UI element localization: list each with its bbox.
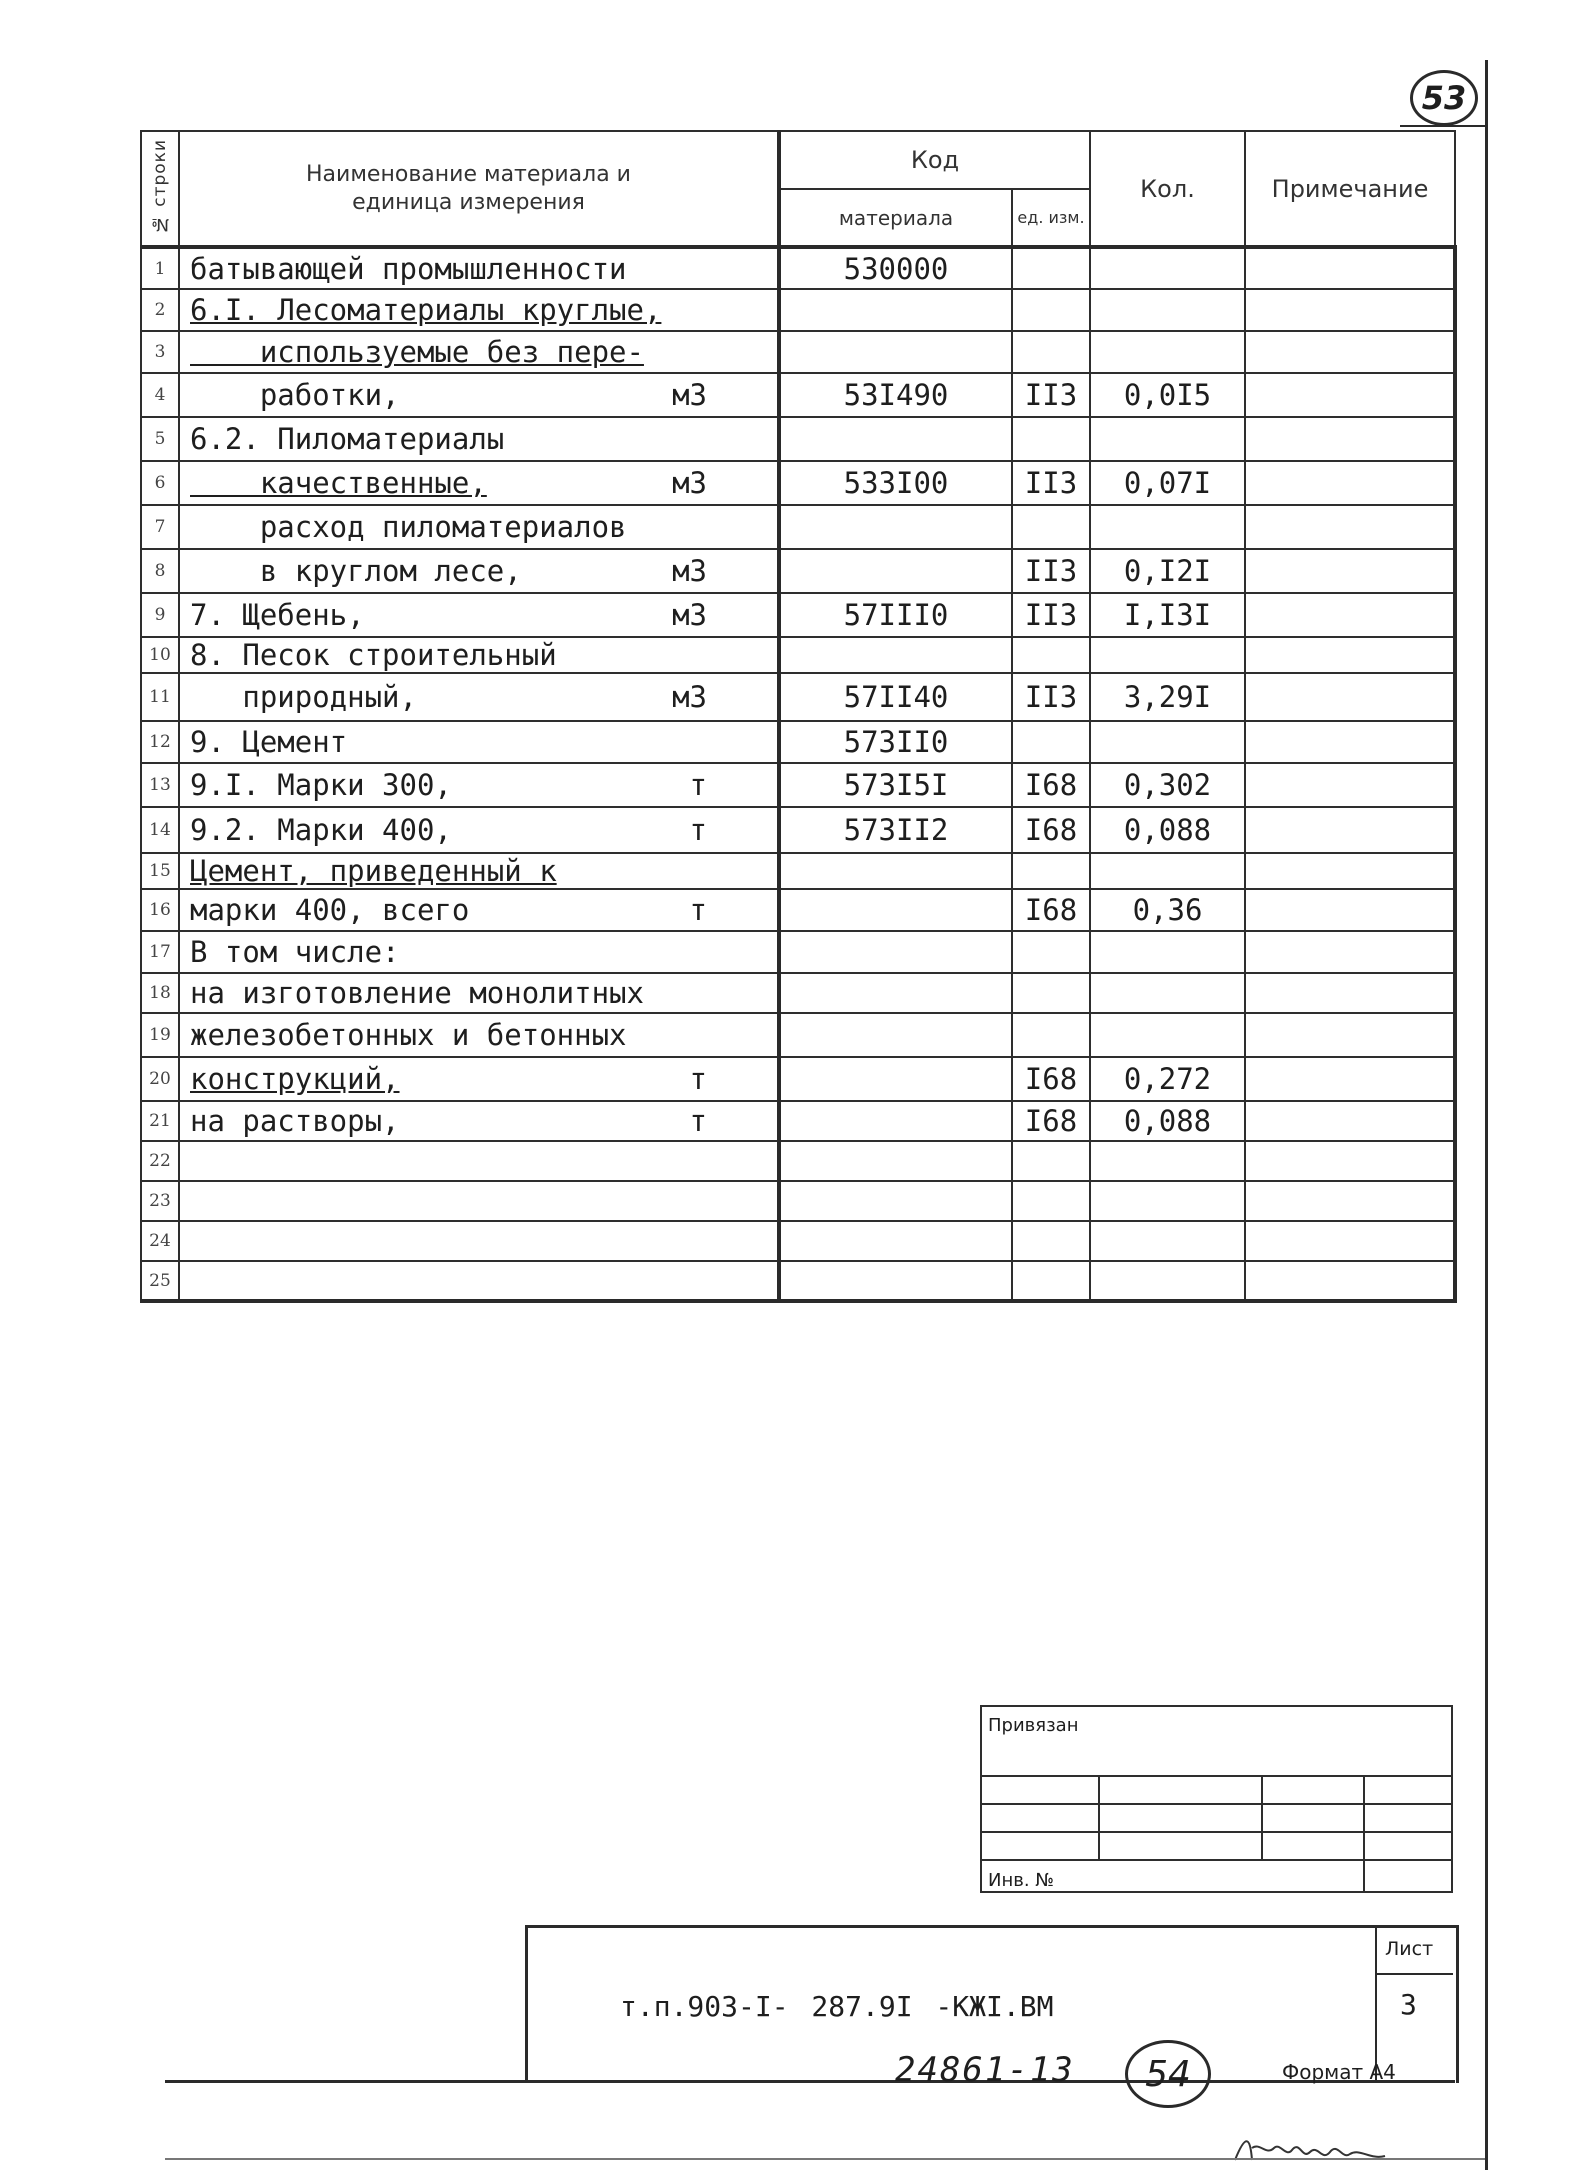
row-number-cell: 9 xyxy=(141,593,179,637)
quantity-cell: I,I3I xyxy=(1090,593,1245,637)
material-code-cell xyxy=(779,1101,1012,1141)
unit-code-cell: II3 xyxy=(1012,673,1090,721)
table-row xyxy=(141,721,1455,763)
quantity-cell xyxy=(1090,289,1245,331)
quantity-cell: 0,302 xyxy=(1090,763,1245,807)
material-name-cell xyxy=(179,247,779,289)
material-name-cell xyxy=(179,637,779,673)
row-number-cell: 8 xyxy=(141,549,179,593)
material-code-cell: 57III0 xyxy=(779,593,1012,637)
quantity-cell xyxy=(1090,1141,1245,1181)
row-number-cell: 23 xyxy=(141,1181,179,1221)
sheet-number-circled: 53 xyxy=(1410,70,1478,126)
material-name-text: в круглом лесе, xyxy=(190,554,522,588)
table-row xyxy=(141,807,1455,853)
note-cell xyxy=(1245,593,1455,637)
unit-code-cell xyxy=(1012,289,1090,331)
header-note: Примечание xyxy=(1245,131,1455,247)
material-name-text: качественные, xyxy=(190,466,487,500)
material-code-cell: 57II40 xyxy=(779,673,1012,721)
material-name-cell xyxy=(179,549,779,593)
material-code-cell xyxy=(779,331,1012,373)
material-name-text: природный, xyxy=(190,680,417,714)
row-number-cell: 12 xyxy=(141,721,179,763)
quantity-cell: 0,088 xyxy=(1090,807,1245,853)
material-name-text: В том числе: xyxy=(190,935,400,969)
header-row-no: № строки xyxy=(141,131,179,247)
quantity-cell xyxy=(1090,1013,1245,1057)
material-name-cell xyxy=(179,763,779,807)
unit-code-cell xyxy=(1012,1261,1090,1301)
unit-text: м3 xyxy=(672,554,707,588)
material-name-cell xyxy=(179,417,779,461)
material-name-text: расход пиломатериалов xyxy=(190,510,627,544)
material-name-cell xyxy=(179,1221,779,1261)
table-row xyxy=(141,331,1455,373)
unit-code-cell xyxy=(1012,853,1090,889)
inv-label: Инв. № xyxy=(981,1860,1364,1892)
material-name-cell xyxy=(179,973,779,1013)
row-number-cell: 25 xyxy=(141,1261,179,1301)
material-name-text: 8. Песок строительный xyxy=(190,638,557,672)
material-code-cell xyxy=(779,1013,1012,1057)
material-name-text: 9.I. Марки 300, xyxy=(190,768,452,802)
note-cell xyxy=(1245,331,1455,373)
material-name-cell xyxy=(179,931,779,973)
unit-text: м3 xyxy=(672,466,707,500)
quantity-cell xyxy=(1090,637,1245,673)
unit-code-cell: II3 xyxy=(1012,461,1090,505)
material-name-cell xyxy=(179,889,779,931)
material-code-cell: 573II2 xyxy=(779,807,1012,853)
material-name-cell xyxy=(179,461,779,505)
material-name-cell xyxy=(179,853,779,889)
note-cell xyxy=(1245,637,1455,673)
table-row xyxy=(141,931,1455,973)
material-name-cell xyxy=(179,1057,779,1101)
unit-code-cell: I68 xyxy=(1012,807,1090,853)
row-number-cell: 1 xyxy=(141,247,179,289)
row-number-cell: 6 xyxy=(141,461,179,505)
quantity-cell xyxy=(1090,931,1245,973)
unit-code-cell: II3 xyxy=(1012,593,1090,637)
table-row xyxy=(141,889,1455,931)
unit-code-cell xyxy=(1012,721,1090,763)
material-code-cell: 530000 xyxy=(779,247,1012,289)
note-cell xyxy=(1245,461,1455,505)
material-code-cell: 573I5I xyxy=(779,763,1012,807)
unit-code-cell: I68 xyxy=(1012,1057,1090,1101)
material-name-cell xyxy=(179,673,779,721)
unit-code-cell: I68 xyxy=(1012,763,1090,807)
material-name-text: 9. Цемент xyxy=(190,725,348,759)
material-name-text: 6.I. Лесоматериалы круглые, xyxy=(190,293,662,327)
quantity-cell: 0,07I xyxy=(1090,461,1245,505)
material-code-cell xyxy=(779,1057,1012,1101)
unit-code-cell: II3 xyxy=(1012,373,1090,417)
table-row xyxy=(141,417,1455,461)
table-row xyxy=(141,1221,1455,1261)
note-cell xyxy=(1245,931,1455,973)
row-number-cell: 16 xyxy=(141,889,179,931)
material-code-cell xyxy=(779,1141,1012,1181)
sheet-value: 3 xyxy=(1400,1988,1417,2021)
table-row xyxy=(141,505,1455,549)
material-name-cell xyxy=(179,593,779,637)
quantity-cell: 0,I2I xyxy=(1090,549,1245,593)
row-number-cell: 4 xyxy=(141,373,179,417)
quantity-cell xyxy=(1090,331,1245,373)
material-name-text: используемые без пере- xyxy=(190,335,644,369)
note-cell xyxy=(1245,807,1455,853)
document-code: т.п.903-I- 287.9I -КЖI.ВМ xyxy=(620,1990,1054,2023)
note-cell xyxy=(1245,1141,1455,1181)
material-name-text: 9.2. Марки 400, xyxy=(190,813,452,847)
table-row xyxy=(141,853,1455,889)
row-number-cell: 7 xyxy=(141,505,179,549)
unit-code-cell xyxy=(1012,931,1090,973)
row-number-cell: 24 xyxy=(141,1221,179,1261)
material-code-cell xyxy=(779,549,1012,593)
material-name-text: 6.2. Пиломатериалы xyxy=(190,422,505,456)
unit-code-cell xyxy=(1012,331,1090,373)
quantity-cell: 0,088 xyxy=(1090,1101,1245,1141)
header-unit: ед. изм. xyxy=(1012,189,1090,247)
quantity-cell xyxy=(1090,973,1245,1013)
row-number-cell: 18 xyxy=(141,973,179,1013)
note-cell xyxy=(1245,1013,1455,1057)
header-material: материала xyxy=(779,189,1012,247)
material-name-text: работки, xyxy=(190,378,400,412)
note-cell xyxy=(1245,673,1455,721)
note-cell xyxy=(1245,373,1455,417)
unit-code-cell xyxy=(1012,1013,1090,1057)
unit-text: м3 xyxy=(672,598,707,632)
row-number-cell: 22 xyxy=(141,1141,179,1181)
material-code-cell xyxy=(779,973,1012,1013)
note-cell xyxy=(1245,1221,1455,1261)
unit-text: т xyxy=(689,1104,707,1138)
unit-text: т xyxy=(689,768,707,802)
page-border-right xyxy=(1485,60,1488,2170)
note-cell xyxy=(1245,763,1455,807)
baseline xyxy=(165,2080,1455,2083)
unit-code-cell xyxy=(1012,505,1090,549)
row-number-cell: 20 xyxy=(141,1057,179,1101)
circled-number: 54 xyxy=(1125,2040,1211,2108)
row-number-cell: 17 xyxy=(141,931,179,973)
quantity-cell: 3,29I xyxy=(1090,673,1245,721)
material-name-text: 7. Щебень, xyxy=(190,598,365,632)
unit-text: т xyxy=(689,1062,707,1096)
material-name-text: батывающей промышленности xyxy=(190,251,627,286)
row-number-cell: 21 xyxy=(141,1101,179,1141)
table-row xyxy=(141,549,1455,593)
table-row xyxy=(141,1261,1455,1301)
material-name-cell xyxy=(179,807,779,853)
unit-text: м3 xyxy=(672,378,707,412)
note-cell xyxy=(1245,1101,1455,1141)
sheet-box-line xyxy=(1375,1973,1453,1975)
table-row xyxy=(141,637,1455,673)
table-row xyxy=(141,1057,1455,1101)
material-name-cell xyxy=(179,505,779,549)
row-number-cell: 15 xyxy=(141,853,179,889)
material-code-cell xyxy=(779,889,1012,931)
material-name-cell xyxy=(179,721,779,763)
sheet-box-divider xyxy=(1375,1925,1377,2080)
table-row xyxy=(141,1141,1455,1181)
note-cell xyxy=(1245,973,1455,1013)
material-code-cell xyxy=(779,637,1012,673)
unit-code-cell xyxy=(1012,1221,1090,1261)
sheet-label: Лист xyxy=(1385,1938,1434,1960)
unit-text: т xyxy=(689,813,707,847)
signature xyxy=(1230,2130,1390,2170)
material-code-cell: 573II0 xyxy=(779,721,1012,763)
material-name-cell xyxy=(179,1101,779,1141)
material-name-cell xyxy=(179,1013,779,1057)
row-number-cell: 13 xyxy=(141,763,179,807)
row-number-cell: 10 xyxy=(141,637,179,673)
bound-label: Привязан xyxy=(981,1706,1452,1776)
materials-table xyxy=(140,130,1457,1303)
material-name-text: марки 400, всего xyxy=(190,893,470,927)
material-code-cell xyxy=(779,289,1012,331)
header-code: Код xyxy=(779,131,1090,189)
material-name-cell xyxy=(179,331,779,373)
quantity-cell: 0,272 xyxy=(1090,1057,1245,1101)
table-row xyxy=(141,1013,1455,1057)
row-number-cell: 19 xyxy=(141,1013,179,1057)
table-row xyxy=(141,973,1455,1013)
note-cell xyxy=(1245,549,1455,593)
note-cell xyxy=(1245,417,1455,461)
material-code-cell xyxy=(779,1181,1012,1221)
unit-text: т xyxy=(689,893,707,927)
material-name-cell xyxy=(179,1181,779,1221)
material-name-cell xyxy=(179,1261,779,1301)
quantity-cell: 0,36 xyxy=(1090,889,1245,931)
material-code-cell xyxy=(779,505,1012,549)
table-row xyxy=(141,373,1455,417)
note-cell xyxy=(1245,889,1455,931)
quantity-cell xyxy=(1090,505,1245,549)
table-row xyxy=(141,1101,1455,1141)
format-label: Формат А4 xyxy=(1282,2060,1396,2084)
quantity-cell xyxy=(1090,417,1245,461)
table-row xyxy=(141,289,1455,331)
material-code-cell xyxy=(779,853,1012,889)
material-code-cell: 53I490 xyxy=(779,373,1012,417)
material-name-text: на изготовление монолитных xyxy=(190,976,644,1010)
row-number-cell: 5 xyxy=(141,417,179,461)
binding-stamp xyxy=(980,1705,1453,1893)
note-cell xyxy=(1245,247,1455,289)
note-cell xyxy=(1245,289,1455,331)
material-code-cell xyxy=(779,1261,1012,1301)
note-cell xyxy=(1245,1261,1455,1301)
table-row xyxy=(141,247,1455,289)
material-name-text: на растворы, xyxy=(190,1104,400,1138)
table-row xyxy=(141,461,1455,505)
material-code-cell: 533I00 xyxy=(779,461,1012,505)
quantity-cell xyxy=(1090,1261,1245,1301)
quantity-cell xyxy=(1090,853,1245,889)
material-code-cell xyxy=(779,417,1012,461)
unit-code-cell xyxy=(1012,247,1090,289)
unit-code-cell: I68 xyxy=(1012,889,1090,931)
header-name: Наименование материала и единица измерения xyxy=(179,131,779,247)
material-code-cell xyxy=(779,931,1012,973)
material-code-cell xyxy=(779,1221,1012,1261)
material-name-text: железобетонных и бетонных xyxy=(190,1018,627,1052)
unit-code-cell xyxy=(1012,973,1090,1013)
note-cell xyxy=(1245,1181,1455,1221)
bottom-line xyxy=(165,2158,1485,2160)
material-name-text: Цемент, приведенный к xyxy=(190,854,557,888)
table-row xyxy=(141,673,1455,721)
material-name-cell xyxy=(179,1141,779,1181)
row-number-cell: 3 xyxy=(141,331,179,373)
unit-code-cell xyxy=(1012,417,1090,461)
material-name-cell xyxy=(179,289,779,331)
unit-code-cell: I68 xyxy=(1012,1101,1090,1141)
note-cell xyxy=(1245,505,1455,549)
quantity-cell xyxy=(1090,1221,1245,1261)
quantity-cell: 0,0I5 xyxy=(1090,373,1245,417)
table-row xyxy=(141,1181,1455,1221)
material-name-text: конструкций, xyxy=(190,1062,400,1096)
material-name-cell xyxy=(179,373,779,417)
quantity-cell xyxy=(1090,1181,1245,1221)
unit-code-cell xyxy=(1012,1181,1090,1221)
note-cell xyxy=(1245,853,1455,889)
quantity-cell xyxy=(1090,721,1245,763)
unit-code-cell xyxy=(1012,1141,1090,1181)
table-row xyxy=(141,763,1455,807)
unit-code-cell xyxy=(1012,637,1090,673)
note-cell xyxy=(1245,721,1455,763)
quantity-cell xyxy=(1090,247,1245,289)
header-qty: Кол. xyxy=(1090,131,1245,247)
row-number-cell: 11 xyxy=(141,673,179,721)
note-cell xyxy=(1245,1057,1455,1101)
inventory-number: 24861-13 xyxy=(895,2050,1075,2090)
row-number-cell: 14 xyxy=(141,807,179,853)
unit-code-cell: II3 xyxy=(1012,549,1090,593)
unit-text: м3 xyxy=(672,680,707,714)
row-number-cell: 2 xyxy=(141,289,179,331)
table-row xyxy=(141,593,1455,637)
